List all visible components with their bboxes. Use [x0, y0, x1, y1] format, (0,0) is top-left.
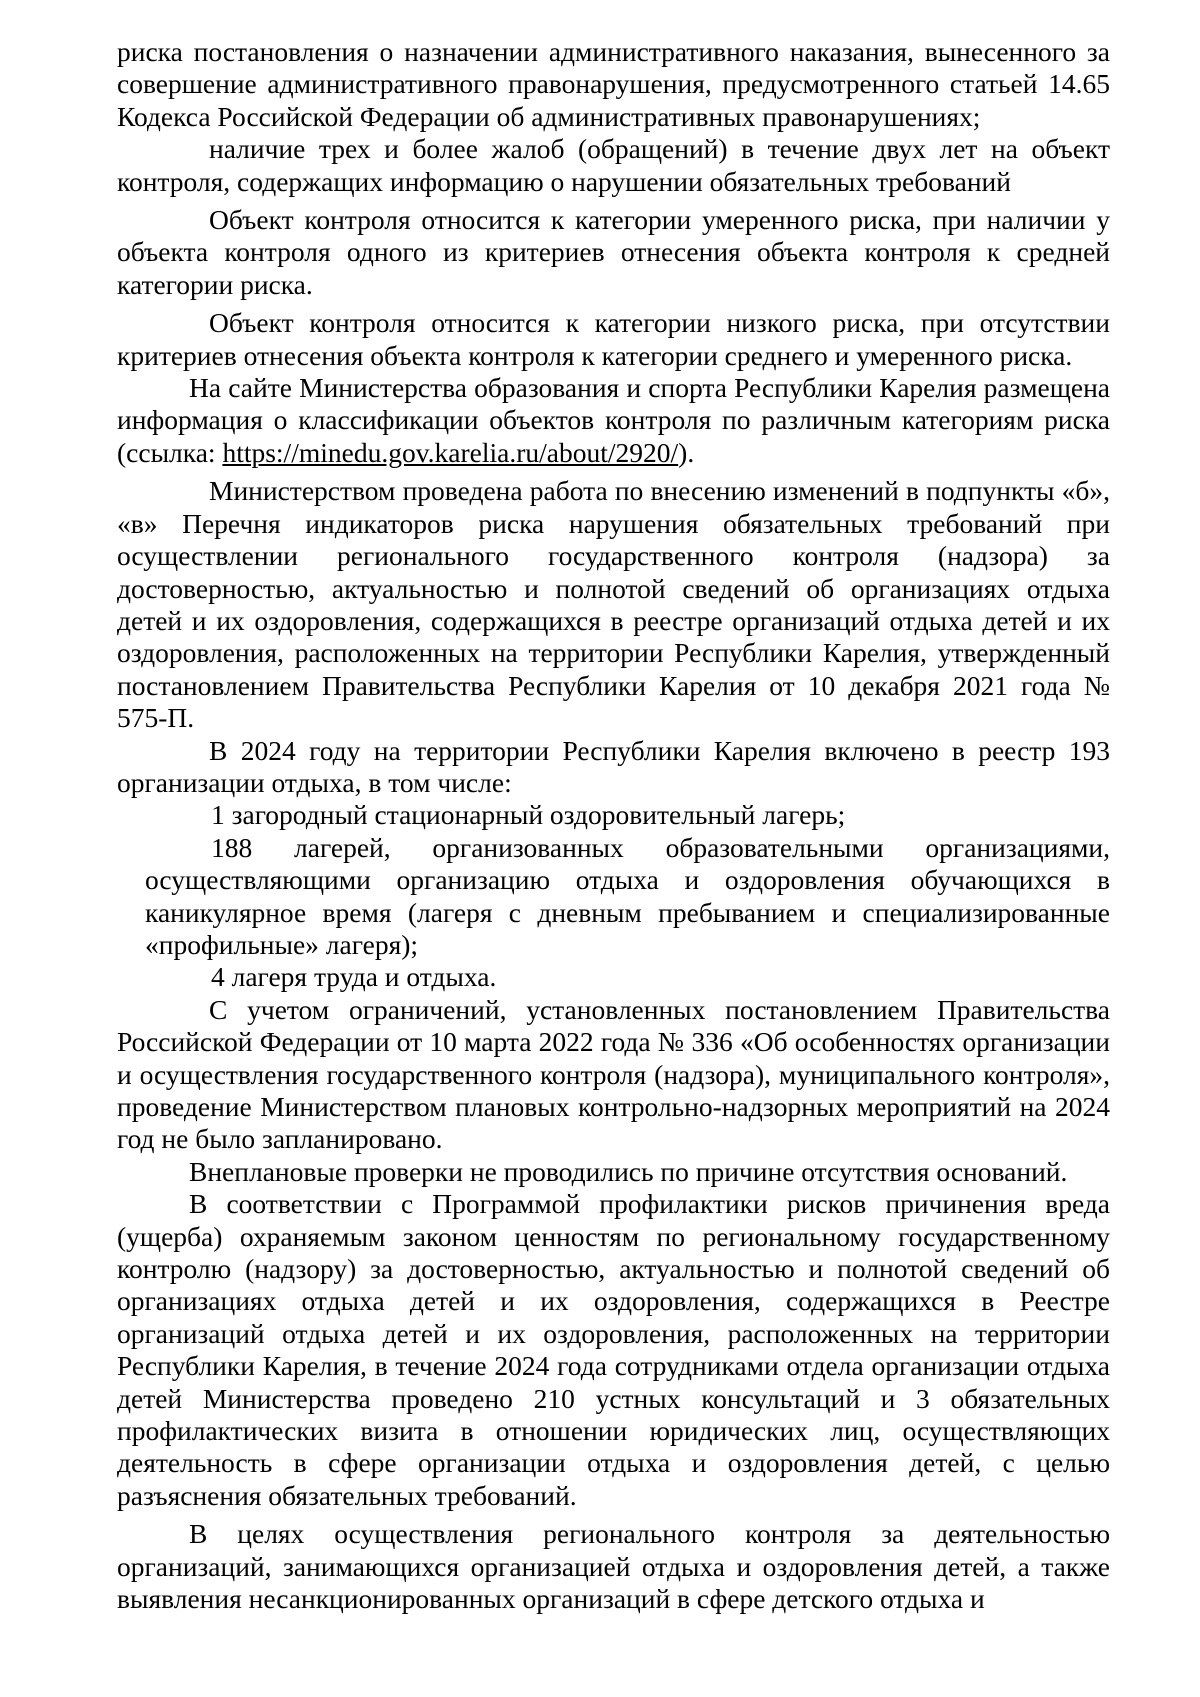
- paragraph-regional-control: В целях осуществления регионального контроля за деятельностью организаций, занимающихся организацией отдыха и оздоровления детей, а также выявления несанкционированных организаций в сфере детского отдыха и: [117, 1518, 1110, 1615]
- website-info-text: На сайте Министерства образования и спорта Республики Карелия размещена информация о классификации объектов контроля по различным категориям риска (ссылка:: [117, 372, 1110, 468]
- paragraph-unscheduled-checks: Внеплановые проверки не проводились по причине отсутствия оснований.: [189, 1155, 1068, 1187]
- paragraph-complaints: наличие трех и более жалоб (обращений) в течение двух лет на объект контроля, содержащих информацию о нарушении обязательных требований: [117, 133, 1110, 197]
- paragraph-registry-count: В 2024 году на территории Республики Карелия включено в реестр 193 организации отдыха, в том числе:: [117, 734, 1110, 798]
- paragraph-amendments: Министерством проведена работа по внесению изменений в подпункты «б», «в» Перечня индикаторов риска нарушения обязательных требований при осуществлении регионального государственного контроля (надзора) за достоверностью, актуальностью и полнотой сведений об организациях отдыха детей и их оздоровления, содержащихся в реестре организаций отдыха детей и их оздоровления, расположенных на территории Республики Карелия, утвержденный постановлением Правительства Республики Карелия от 10 декабря 2021 года № 575-П.: [117, 475, 1110, 734]
- paragraph-website-info: [117, 372, 1110, 469]
- list-item-country-camp: 1 загородный стационарный оздоровительный лагерь;: [211, 799, 846, 831]
- paragraph-risk-continuation: риска постановления о назначении административного наказания, вынесенного за совершение административного правонарушения, предусмотренного статьей 14.65 Кодекса Российской Федерации об административных правонарушениях;: [117, 36, 1110, 132]
- list-item-labor-camps: 4 лагеря труда и отдыха.: [211, 961, 497, 993]
- classification-link[interactable]: https://minedu.gov.karelia.ru/about/2920/: [222, 436, 679, 468]
- paragraph-prevention-program: В соответствии с Программой профилактики рисков причинения вреда (ущерба) охраняемым законом ценностям по региональному государственному контролю (надзору) за достоверностью, актуальностью и полнотой сведений об организациях отдыха детей и их оздоровления, содержащихся в Реестре организаций отдыха детей и их оздоровления, расположенных на территории Республики Карелия, в течение 2024 года сотрудниками отдела организации отдыха детей Министерства проведено 210 устных консультаций и 3 обязательных профилактических визита в отношении юридических лиц, осуществляющих деятельность в сфере организации отдыха и оздоровления детей, с целью разъяснения обязательных требований.: [117, 1188, 1110, 1511]
- paragraph-moderate-risk: Объект контроля относится к категории умеренного риска, при наличии у объекта контроля одного из критериев отнесения объекта контроля к средней категории риска.: [117, 204, 1110, 300]
- document-page: [117, 36, 1110, 1616]
- list-item-school-camps: 188 лагерей, организованных образовательными организациями, осуществляющими организацию отдыха и оздоровления обучающихся в каникулярное время (лагеря с дневным пребыванием и специализированные «профильные» лагеря);: [145, 831, 1110, 960]
- website-info-end: ).: [678, 436, 695, 468]
- paragraph-low-risk: Объект контроля относится к категории низкого риска, при отсутствии критериев отнесения объекта контроля к категории среднего и умеренного риска.: [117, 307, 1110, 371]
- paragraph-restrictions: С учетом ограничений, установленных постановлением Правительства Российской Федерации от 10 марта 2022 года № 336 «Об особенностях организации и осуществления государственного контроля (надзора), муниципального контроля», проведение Министерством плановых контрольно-надзорных мероприятий на 2024 год не было запланировано.: [117, 993, 1110, 1155]
